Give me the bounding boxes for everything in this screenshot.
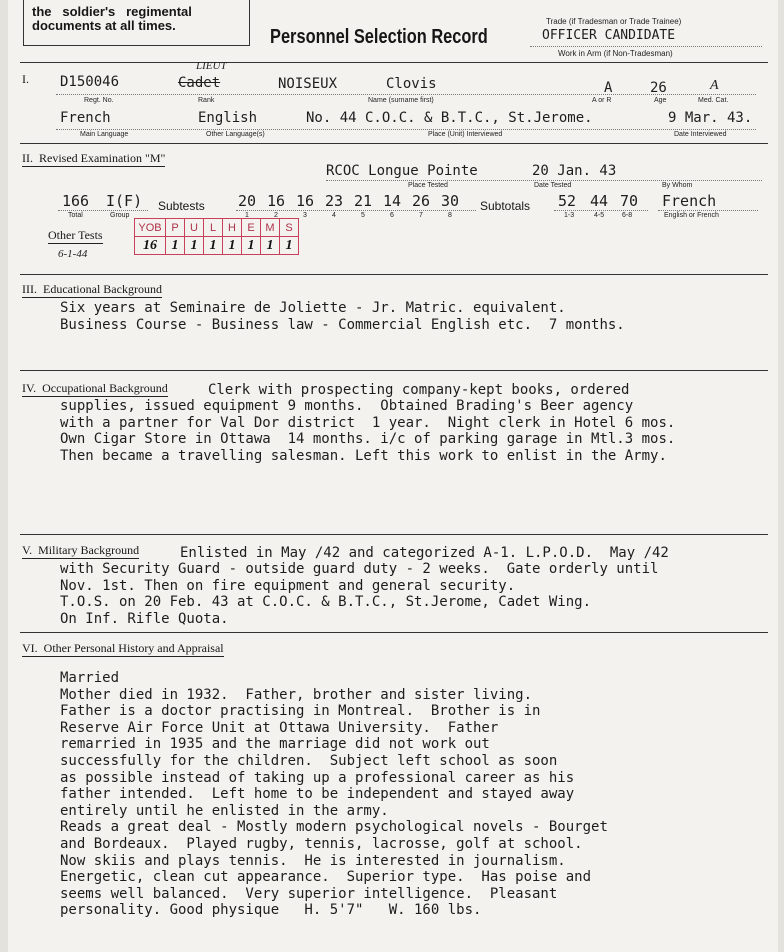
text-line: Business Course - Business law - Commercial English etc. 7 months. <box>60 316 625 333</box>
text-line: Married <box>60 670 120 686</box>
group-score: I(F) <box>106 192 143 210</box>
text-line: Nov. 1st. Then on fire equipment and general security. <box>60 577 516 594</box>
pulhems-header: M <box>261 219 280 237</box>
cap-date-tested: Date Tested <box>534 182 572 189</box>
subtotal-2: 44 <box>590 192 609 210</box>
cap-main-language: Main Language <box>80 131 129 138</box>
cap-date-interviewed: Date Interviewed <box>674 131 727 138</box>
pulhems-header: P <box>166 219 185 237</box>
cap-total: Total <box>68 212 83 219</box>
divider <box>20 143 768 144</box>
place-interviewed: No. 44 C.O.C. & B.T.C., St.Jerome. <box>306 110 593 126</box>
text-line: Reads a great deal - Mostly modern psychological novels - Bourget <box>60 819 608 836</box>
pulhems-value: 1 <box>185 237 204 255</box>
text-line: Then became a travelling salesman. Left this work to enlist in the Army. <box>60 447 667 464</box>
text-line: T.O.S. on 20 Feb. 43 at C.O.C. & B.T.C., St.Jerome, Cadet Wing. <box>60 594 592 611</box>
form-title: Personnel Selection Record <box>270 26 488 48</box>
cap-med-cat: Med. Cat. <box>698 97 729 104</box>
total-score: 166 <box>62 192 90 210</box>
pulhems-header: U <box>185 219 204 237</box>
divider <box>20 534 768 535</box>
age-value: 26 <box>650 80 667 96</box>
other-language: English <box>198 110 258 126</box>
cap-place-interviewed: Place (Unit) Interviewed <box>428 131 503 138</box>
date-tested: 20 Jan. 43 <box>532 163 617 179</box>
military-text <box>60 561 658 627</box>
subtotals-label: Subtotals <box>480 199 531 213</box>
text-line: entirely until he enlisted in the army. <box>60 802 389 819</box>
subtest-3: 16 <box>296 192 315 210</box>
cap-age: Age <box>654 97 667 104</box>
surname: NOISEUX <box>278 76 338 92</box>
trade-value: OFFICER CANDIDATE <box>542 28 676 43</box>
rank-struck: Cadet <box>178 75 221 91</box>
pulhems-value: 1 <box>166 237 185 255</box>
cap-subtest-7: 7 <box>419 212 423 219</box>
pulhems-grid <box>134 218 299 255</box>
text-line: remarried in 1935 and the marriage did not work out <box>60 736 490 753</box>
pulhems-value: 1 <box>204 237 223 255</box>
subtest-8: 30 <box>441 192 460 210</box>
section-2-title: II. Revised Examination "M" <box>22 151 166 165</box>
divider <box>20 274 768 275</box>
cap-name: Name (surname first) <box>368 97 434 104</box>
occupational-first-line: Clerk with prospecting company-kept books, ordered <box>208 382 630 398</box>
pulhems-value: 16 <box>135 237 166 255</box>
rank-handwritten: LIEUT <box>196 60 227 72</box>
text-line: Reserve Air Force Unit at Ottawa University. Father <box>60 719 499 736</box>
first-name: Clovis <box>386 76 437 92</box>
pulhems-header: S <box>280 219 299 237</box>
pulhems-value: 1 <box>242 237 261 255</box>
text-line: and Bordeaux. Played rugby, tennis, lacrosse, golf at school. <box>60 835 583 852</box>
cap-subtest-1: 1 <box>245 212 249 219</box>
text-line: with Security Guard - outside guard duty - 2 weeks. Gate orderly until <box>60 561 659 577</box>
cap-subtest-8: 8 <box>448 212 452 219</box>
notice-line-2: documents at all times. <box>32 18 176 33</box>
cap-subtotal-3: 6-8 <box>622 212 633 219</box>
text-line: personality. Good physique H. 5'7" W. 160 lbs. <box>60 902 482 919</box>
divider <box>20 370 768 371</box>
arm-caption: Work in Arm (if Non-Tradesman) <box>558 49 673 58</box>
subtotal-1: 52 <box>558 192 577 210</box>
cap-subtest-4: 4 <box>332 212 336 219</box>
section-1-label: I. <box>22 72 29 86</box>
cap-subtotal-2: 4-5 <box>594 212 605 219</box>
cap-by-whom: By Whom <box>662 182 693 189</box>
text-line: Now skiis and plays tennis. He is interested in journalism. <box>60 852 566 869</box>
cap-place-tested: Place Tested <box>408 182 448 189</box>
subtest-1: 20 <box>238 192 257 210</box>
text-line: On Inf. Rifle Quota. <box>60 610 229 627</box>
text-line: Six years at Seminaire de Joliette - Jr. Matric. equivalent. <box>60 300 566 316</box>
text-line: successfully for the children. Subject left school as soon <box>60 752 558 769</box>
cap-subtotal-1: 1-3 <box>564 212 575 219</box>
a-or-r-value: A <box>604 80 613 96</box>
cap-subtest-6: 6 <box>390 212 394 219</box>
cap-regt-no: Regt. No. <box>84 97 114 104</box>
regt-no: D150046 <box>60 74 120 90</box>
cap-group: Group <box>110 212 130 219</box>
subtest-6: 14 <box>383 192 402 210</box>
divider <box>20 62 768 63</box>
cap-other-language: Other Language(s) <box>206 131 265 138</box>
occupational-text <box>60 398 675 464</box>
subtotal-3: 70 <box>620 192 639 210</box>
notice-line-1: the soldier's regimental <box>32 4 192 19</box>
med-cat-value: A <box>710 78 719 93</box>
pulhems-header: L <box>204 219 223 237</box>
pulhems-header: YOB <box>135 219 166 237</box>
appraisal-text <box>60 670 608 919</box>
subtest-4: 23 <box>325 192 344 210</box>
subtest-5: 21 <box>354 192 373 210</box>
educational-text <box>60 300 625 333</box>
section-6-title: VI. Other Personal History and Appraisal <box>22 641 224 655</box>
by-whom: French <box>662 192 717 210</box>
other-tests-label: Other Tests <box>48 228 103 242</box>
section-4-title: IV. Occupational Background <box>22 381 168 395</box>
cap-a-or-r: A or R <box>592 97 612 104</box>
trade-caption: Trade (if Tradesman or Trade Trainee) <box>546 17 682 26</box>
cap-subtest-2: 2 <box>274 212 278 219</box>
subtest-2: 16 <box>267 192 286 210</box>
section-5-title: V. Military Background <box>22 543 140 557</box>
text-line: Mother died in 1932. Father, brother and sister living. <box>60 686 533 703</box>
date-interviewed: 9 Mar. 43. <box>668 110 753 126</box>
text-line: Father is a doctor practising in Montreal. Brother is in <box>60 703 541 720</box>
pulhems-value: 1 <box>261 237 280 255</box>
text-line: father intended. Left home to be independent and stayed away <box>60 786 575 803</box>
text-line: Own Cigar Store in Ottawa 14 months. i/c of parking garage in Mtl.3 mos. <box>60 431 676 448</box>
section-3-title: III. Educational Background <box>22 282 162 296</box>
military-first-line: Enlisted in May /42 and categorized A-1. L.P.O.D. May /42 <box>180 545 669 561</box>
pulhems-value: 1 <box>280 237 299 255</box>
personnel-record-sheet <box>8 0 778 952</box>
other-tests-date: 6-1-44 <box>58 248 88 260</box>
pulhems-value: 1 <box>223 237 242 255</box>
pulhems-header: H <box>223 219 242 237</box>
text-line: with a partner for Val Dor district 1 year. Night clerk in Hotel 6 mos. <box>60 414 676 431</box>
cap-subtest-5: 5 <box>361 212 365 219</box>
place-tested: RCOC Longue Pointe <box>326 163 478 179</box>
subtests-label: Subtests <box>158 199 205 213</box>
main-language: French <box>60 110 111 126</box>
cap-subtest-3: 3 <box>303 212 307 219</box>
text-line: supplies, issued equipment 9 months. Obtained Brading's Beer agency <box>60 398 634 414</box>
text-line: seems well balanced. Very superior intelligence. Pleasant <box>60 885 558 902</box>
text-line: as possible instead of taking up a professional career as his <box>60 769 575 786</box>
text-line: Energetic, clean cut appearance. Superior type. Has poise and <box>60 869 592 886</box>
divider <box>20 632 768 633</box>
cap-by-whom-sub: English or French <box>664 212 719 219</box>
pulhems-header: E <box>242 219 261 237</box>
subtest-7: 26 <box>412 192 431 210</box>
cap-rank: Rank <box>198 97 215 104</box>
